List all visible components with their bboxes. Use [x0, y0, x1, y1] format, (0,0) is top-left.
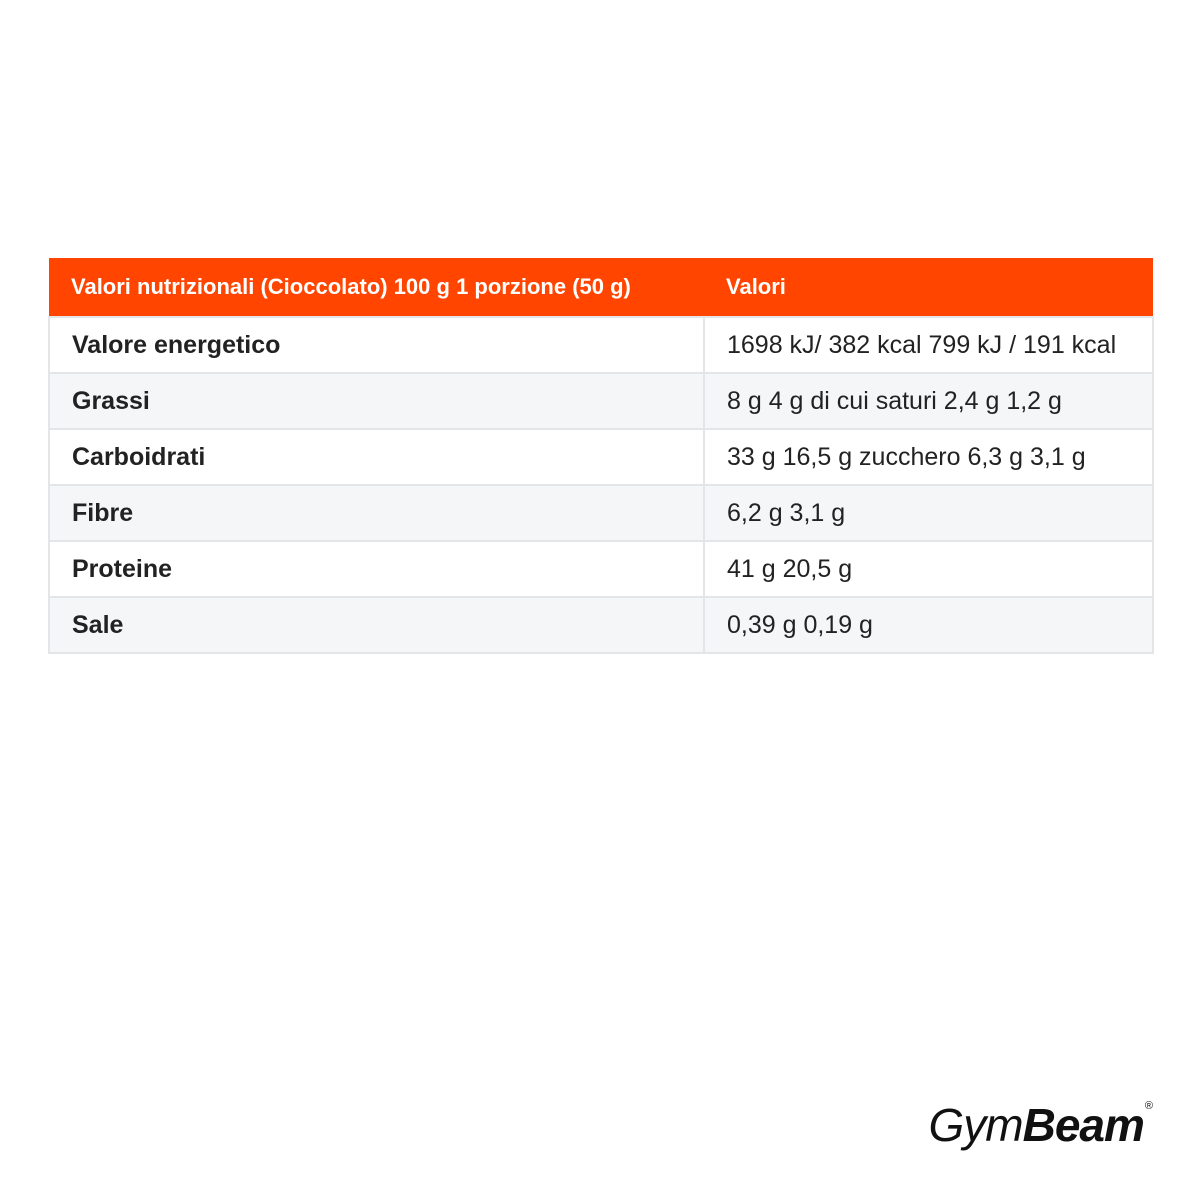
- row-label: Sale: [49, 597, 704, 653]
- row-value: 1698 kJ/ 382 kcal 799 kJ / 191 kcal: [704, 317, 1153, 373]
- logo-text-beam: Beam: [1022, 1099, 1144, 1151]
- header-values: Valori: [704, 258, 1153, 317]
- gymbeam-logo: [928, 1098, 1152, 1152]
- table-body: [49, 317, 1153, 653]
- header-row: [49, 258, 1153, 317]
- table-row: [49, 373, 1153, 429]
- row-label: Valore energetico: [49, 317, 704, 373]
- logo-text-gym: Gym: [928, 1099, 1023, 1151]
- row-label: Carboidrati: [49, 429, 704, 485]
- row-value: 41 g 20,5 g: [704, 541, 1153, 597]
- row-label: Fibre: [49, 485, 704, 541]
- row-value: 8 g 4 g di cui saturi 2,4 g 1,2 g: [704, 373, 1153, 429]
- row-label: Grassi: [49, 373, 704, 429]
- row-value: 33 g 16,5 g zucchero 6,3 g 3,1 g: [704, 429, 1153, 485]
- table-row: [49, 597, 1153, 653]
- row-label: Proteine: [49, 541, 704, 597]
- registered-mark: ®: [1144, 1100, 1152, 1112]
- table-row: [49, 485, 1153, 541]
- row-value: 6,2 g 3,1 g: [704, 485, 1153, 541]
- header-nutrition-values: Valori nutrizionali (Cioccolato) 100 g 1 porzione (50 g): [49, 258, 704, 317]
- table-row: [49, 541, 1153, 597]
- table-row: [49, 317, 1153, 373]
- table-row: [49, 429, 1153, 485]
- table-header: [49, 258, 1153, 317]
- row-value: 0,39 g 0,19 g: [704, 597, 1153, 653]
- nutrition-table: [48, 258, 1154, 654]
